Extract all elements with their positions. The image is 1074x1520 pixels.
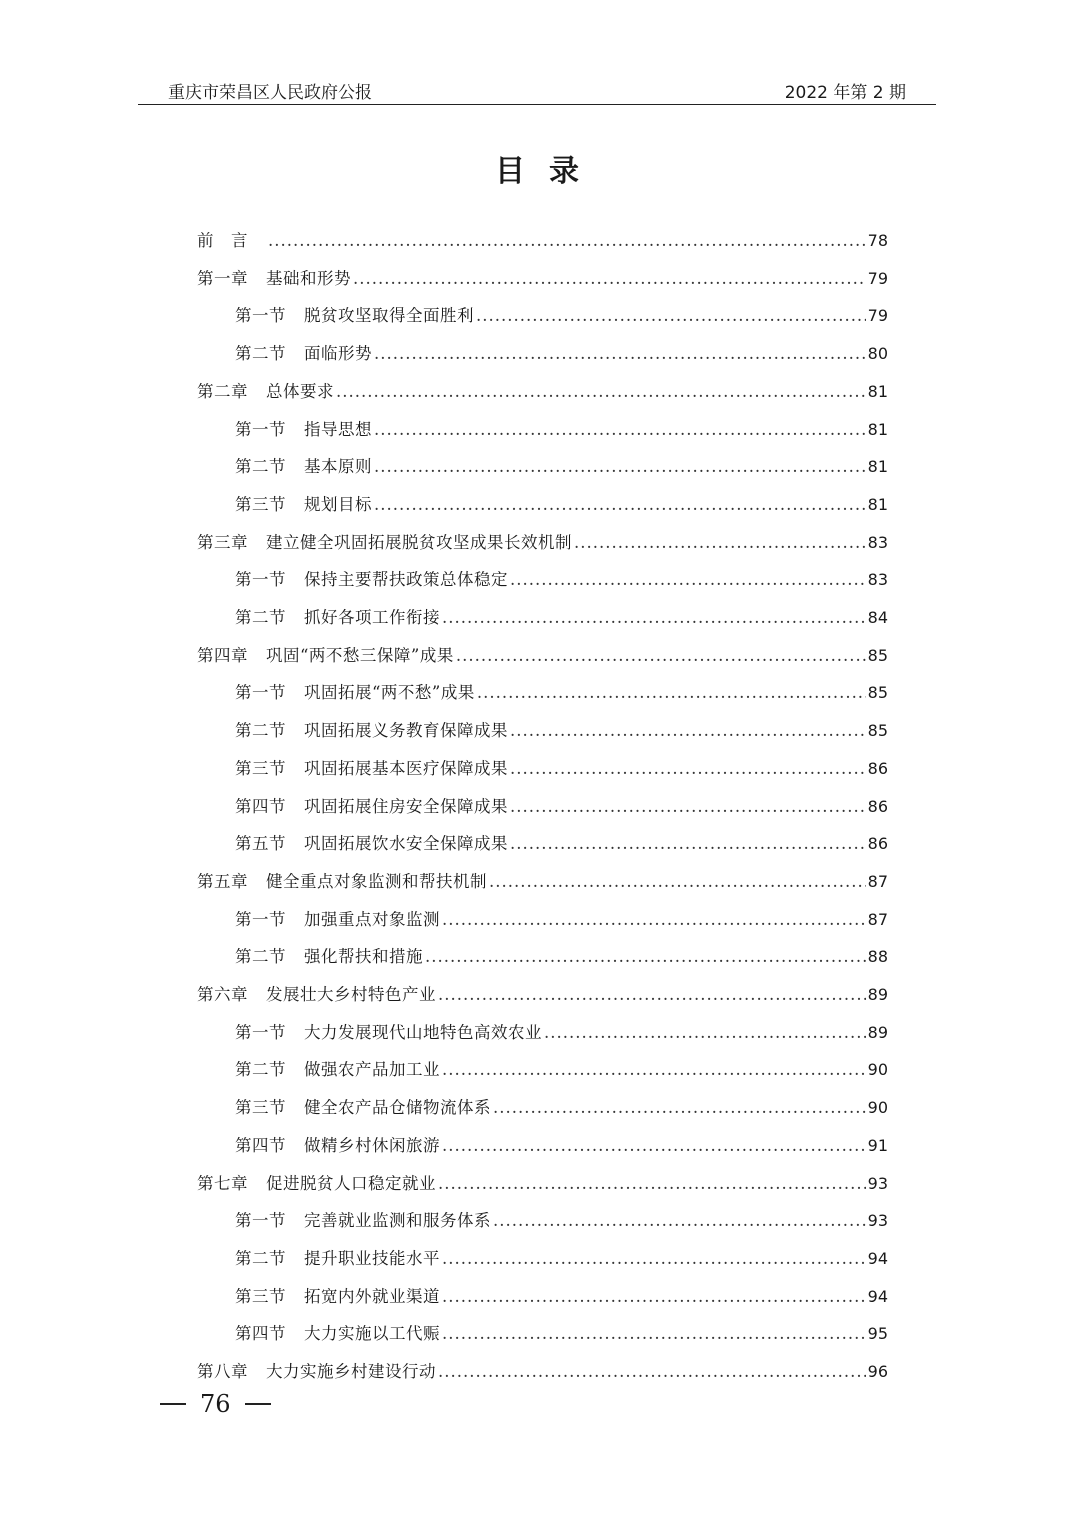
- toc-entry-number: 第一节: [235, 570, 286, 590]
- toc-entry-number: 第二节: [235, 608, 286, 627]
- toc-entry-number: 第四章: [197, 645, 248, 665]
- toc-entry-number: 第五节: [235, 834, 286, 854]
- toc-page-number: 90: [867, 1060, 888, 1080]
- toc-section-row: [235, 566, 888, 596]
- toc-leader-dots: [493, 1211, 866, 1230]
- toc-entry-text: 健全重点对象监测和帮扶机制: [266, 871, 487, 891]
- toc-entry-text: 巩固拓展饮水安全保障成果: [304, 834, 508, 854]
- toc-leader-dots: [374, 420, 866, 439]
- toc-section-row: [235, 755, 888, 785]
- toc-page-number: 93: [867, 1173, 888, 1193]
- toc-page-number: 90: [867, 1098, 888, 1118]
- toc-entry-label: [235, 1056, 440, 1080]
- toc-page-number: 89: [867, 985, 888, 1004]
- toc-entry-number: 第三节: [235, 494, 286, 514]
- toc-entry-text: 发展壮大乡村特色产业: [266, 985, 436, 1004]
- toc-leader-dots: [510, 759, 866, 778]
- toc-entry-text: 加强重点对象监测: [304, 909, 440, 929]
- toc-entry-number: 第二章: [197, 381, 248, 401]
- toc-page-number: 94: [867, 1286, 888, 1306]
- toc-entry-number: 第三节: [235, 1286, 286, 1306]
- toc-entry-number: 第六章: [197, 985, 248, 1004]
- toc-page-number: 93: [867, 1211, 888, 1231]
- toc-leader-dots: [510, 721, 866, 740]
- toc-entry-number: 第三章: [197, 532, 248, 552]
- toc-section-row: [235, 1283, 888, 1313]
- toc-section-row: [235, 340, 888, 370]
- toc-leader-dots: [510, 570, 866, 589]
- page-header: [138, 74, 936, 105]
- toc-leader-dots: [425, 947, 866, 966]
- toc-entry-label: [235, 755, 508, 779]
- toc-section-row: [235, 1132, 888, 1162]
- toc-entry-text: 巩固“两不愁三保障”成果: [266, 645, 454, 665]
- toc-entry-text: 拓宽内外就业渠道: [304, 1286, 440, 1306]
- toc-entry-label: [235, 1094, 491, 1118]
- toc-entry-text: 大力实施以工代赈: [304, 1324, 440, 1344]
- toc-leader-dots: [438, 1362, 866, 1381]
- toc-page-number: 81: [867, 494, 888, 514]
- toc-entry-text: 完善就业监测和服务体系: [304, 1211, 491, 1231]
- toc-page-number: 85: [867, 683, 888, 703]
- toc-leader-dots: [353, 269, 866, 288]
- toc-section-row: [235, 302, 888, 332]
- toc-section-row: [235, 416, 888, 446]
- toc-entry-label: [235, 793, 508, 817]
- toc-entry-number: 第八章: [197, 1362, 248, 1381]
- toc-page-number: 91: [867, 1135, 888, 1155]
- toc-entry-text: 建立健全巩固拓展脱贫攻坚成果长效机制: [266, 532, 572, 552]
- toc-entry-label: [235, 1245, 440, 1269]
- toc-page-number: 84: [867, 608, 888, 627]
- toc-leader-dots: [442, 1060, 866, 1079]
- toc-entry-number: 第一节: [235, 909, 286, 929]
- toc-page-number: 81: [867, 381, 888, 401]
- toc-entry-label: [235, 416, 372, 440]
- toc-leader-dots: [374, 457, 866, 476]
- toc-page-number: 83: [867, 570, 888, 590]
- toc-entry-number: 前 言: [197, 231, 248, 250]
- toc-entry-text: 巩固拓展“两不愁”成果: [304, 683, 475, 703]
- toc-entry-number: 第三节: [235, 1098, 286, 1118]
- toc-entry-text: 大力发展现代山地特色高效农业: [304, 1022, 542, 1042]
- toc-chapter-row: [197, 1170, 888, 1200]
- toc-entry-number: 第二节: [235, 1060, 286, 1080]
- toc-entry-number: 第一节: [235, 419, 286, 439]
- toc-page-number: 87: [867, 909, 888, 929]
- toc-entry-text: 强化帮扶和措施: [304, 947, 423, 967]
- toc-entry-label: [197, 642, 454, 666]
- toc-chapter-row: [197, 378, 888, 408]
- toc-entry-number: 第二节: [235, 947, 286, 967]
- toc-entry-label: [235, 679, 475, 703]
- toc-leader-dots: [442, 910, 866, 929]
- toc-section-row: [235, 1019, 888, 1049]
- toc-entry-number: 第五章: [197, 871, 248, 891]
- toc-entry-text: 促进脱贫人口稳定就业: [266, 1173, 436, 1193]
- toc-entry-label: [197, 1358, 436, 1382]
- toc-section-row: [235, 906, 888, 936]
- issue-number: 2022 年第 2 期: [784, 83, 906, 103]
- toc-entry-text: 面临形势: [304, 344, 372, 364]
- toc-entry-label: [197, 529, 572, 553]
- toc-entry-label: [235, 340, 372, 364]
- toc-entry-number: 第七章: [197, 1173, 248, 1193]
- toc-leader-dots: [268, 231, 866, 250]
- toc-leader-dots: [476, 306, 866, 325]
- toc-page-number: 86: [867, 834, 888, 854]
- toc-page-number: 81: [867, 419, 888, 439]
- toc-section-row: [235, 679, 888, 709]
- toc-section-row: [235, 453, 888, 483]
- toc-entry-number: 第四节: [235, 1324, 286, 1344]
- toc-chapter-row: [197, 868, 888, 898]
- toc-entry-label: [235, 830, 508, 854]
- toc-entry-text: 指导思想: [304, 419, 372, 439]
- toc-section-row: [235, 1056, 888, 1086]
- toc-leader-dots: [336, 382, 866, 401]
- toc-page-number: 79: [867, 268, 888, 288]
- toc-entry-label: [235, 566, 508, 590]
- toc-entry-label: [235, 906, 440, 930]
- toc-entry-text: 基本原则: [304, 457, 372, 477]
- toc-leader-dots: [489, 872, 866, 891]
- toc-entry-label: [235, 1132, 440, 1156]
- toc-page-number: 86: [867, 796, 888, 816]
- toc-entry-label: [197, 1170, 436, 1194]
- toc-entry-text: 大力实施乡村建设行动: [266, 1362, 436, 1381]
- toc-page-number: 87: [867, 871, 888, 891]
- toc-leader-dots: [442, 608, 866, 627]
- toc-page-number: 83: [867, 532, 888, 552]
- toc-section-row: [235, 1245, 888, 1275]
- toc-entry-label: [235, 1283, 440, 1307]
- toc-entry-text: 脱贫攻坚取得全面胜利: [304, 306, 474, 326]
- toc-section-row: [235, 717, 888, 747]
- publication-name: 重庆市荣昌区人民政府公报: [168, 83, 372, 103]
- toc-page-number: 81: [867, 457, 888, 477]
- toc-page-number: 89: [867, 1022, 888, 1042]
- toc-page-number: 80: [867, 344, 888, 364]
- toc-section-row: [235, 491, 888, 521]
- toc-page-number: 94: [867, 1248, 888, 1268]
- toc-leader-dots: [510, 834, 866, 853]
- footer-dash-left: [160, 1403, 186, 1405]
- toc-entry-text: 做精乡村休闲旅游: [304, 1135, 440, 1155]
- toc-entry-number: 第三节: [235, 758, 286, 778]
- toc-entry-number: 第二节: [235, 1248, 286, 1268]
- toc-chapter-row: [197, 227, 888, 257]
- toc-page-number: 85: [867, 721, 888, 741]
- toc-leader-dots: [442, 1136, 866, 1155]
- toc-leader-dots: [374, 344, 866, 363]
- page-number: 76: [200, 1390, 231, 1418]
- toc-chapter-row: [197, 529, 888, 559]
- toc-entry-label: [235, 302, 474, 326]
- toc-leader-dots: [510, 797, 866, 816]
- footer-dash-right: [245, 1403, 271, 1405]
- toc-entry-label: [197, 265, 351, 289]
- toc-entry-text: 总体要求: [266, 381, 334, 401]
- toc-entry-text: 巩固拓展基本医疗保障成果: [304, 758, 508, 778]
- toc-entry-text: 健全农产品仓储物流体系: [304, 1098, 491, 1118]
- toc-entry-label: [235, 453, 372, 477]
- toc-chapter-row: [197, 981, 888, 1011]
- toc-entry-text: 保持主要帮扶政策总体稳定: [304, 570, 508, 590]
- toc-entry-label: [235, 1019, 542, 1043]
- toc-entry-number: 第二节: [235, 457, 286, 477]
- toc-section-row: [235, 830, 888, 860]
- toc-entry-label: [235, 717, 508, 741]
- toc-leader-dots: [574, 533, 866, 552]
- toc-page-number: 78: [867, 231, 888, 250]
- toc-section-row: [235, 1094, 888, 1124]
- toc-entry-text: 抓好各项工作衔接: [304, 608, 440, 627]
- toc-entry-label: [197, 868, 487, 892]
- toc-entry-text: 巩固拓展义务教育保障成果: [304, 721, 508, 741]
- toc-entry-label: [235, 1207, 491, 1231]
- toc-entry-label: [197, 981, 436, 1005]
- toc-leader-dots: [438, 1174, 866, 1193]
- toc-entry-label: [235, 1320, 440, 1344]
- toc-leader-dots: [442, 1287, 866, 1306]
- toc-leader-dots: [438, 985, 866, 1004]
- toc-entry-text: 提升职业技能水平: [304, 1248, 440, 1268]
- toc-section-row: [235, 943, 888, 973]
- toc-chapter-row: [197, 642, 888, 672]
- toc-section-row: [235, 604, 888, 634]
- toc-entry-label: [235, 491, 372, 515]
- toc-section-row: [235, 793, 888, 823]
- toc-entry-text: 规划目标: [304, 494, 372, 514]
- toc-page-number: 96: [867, 1362, 888, 1381]
- toc-leader-dots: [442, 1324, 866, 1343]
- toc-leader-dots: [456, 646, 866, 665]
- toc-entry-number: 第一章: [197, 268, 248, 288]
- toc-leader-dots: [477, 683, 866, 702]
- toc-page-number: 95: [867, 1324, 888, 1344]
- toc-chapter-row: [197, 1358, 888, 1388]
- toc-page-number: 79: [867, 306, 888, 326]
- toc-entry-number: 第二节: [235, 344, 286, 364]
- toc-entry-number: 第一节: [235, 683, 286, 703]
- toc-page-number: 85: [867, 645, 888, 665]
- toc-entry-number: 第一节: [235, 1022, 286, 1042]
- toc-section-row: [235, 1207, 888, 1237]
- toc-chapter-row: [197, 265, 888, 295]
- toc-entry-number: 第一节: [235, 1211, 286, 1231]
- toc-leader-dots: [374, 495, 866, 514]
- toc-leader-dots: [493, 1098, 866, 1117]
- toc-entry-label: [197, 227, 266, 251]
- toc-entry-label: [197, 378, 334, 402]
- toc-leader-dots: [544, 1023, 866, 1042]
- toc-section-row: [235, 1320, 888, 1350]
- toc-entry-text: 巩固拓展住房安全保障成果: [304, 796, 508, 816]
- toc-entry-number: 第一节: [235, 306, 286, 326]
- page-footer: [160, 1390, 271, 1418]
- toc-page-number: 88: [867, 947, 888, 967]
- toc-entry-number: 第四节: [235, 1135, 286, 1155]
- toc-page-number: 86: [867, 758, 888, 778]
- toc-entry-label: [235, 943, 423, 967]
- toc-leader-dots: [442, 1249, 866, 1268]
- toc-entry-number: 第四节: [235, 796, 286, 816]
- page-title: 目录: [495, 154, 603, 189]
- toc-entry-label: [235, 604, 440, 628]
- toc-entry-text: 基础和形势: [266, 268, 351, 288]
- toc-entry-text: 做强农产品加工业: [304, 1060, 440, 1080]
- toc-entry-number: 第二节: [235, 721, 286, 741]
